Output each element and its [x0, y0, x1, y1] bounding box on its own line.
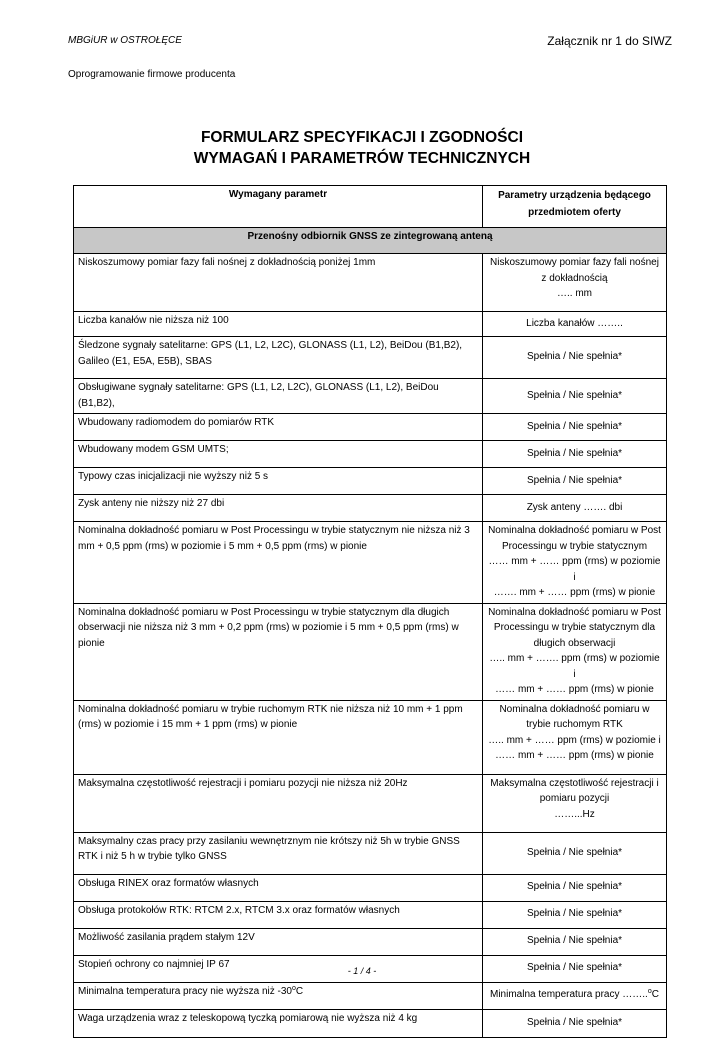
table-row	[74, 874, 667, 901]
required-parameter-text: Nominalna dokładność pomiaru w Post Processingu w trybie statycznym dla długich obserwacji nie niższa niż 3 mm + 0,2 ppm (rms) w poziomie i 5 mm + 0,5 ppm (rms) w pionie	[78, 606, 459, 649]
required-parameter-text: Śledzone sygnały satelitarne: GPS (L1, L2, L2C), GLONASS (L1, L2), BeiDou (B1,B2), Galileo (E1, E5A, E5B), SBAS	[78, 340, 463, 367]
column-header-required: Wymagany parametr	[74, 186, 483, 228]
subheader: Oprogramowanie firmowe producenta	[68, 69, 236, 80]
required-parameter-text: Waga urządzenia wraz z teleskopową tyczką pomiarową nie wyższa niż 4 kg	[78, 1012, 418, 1024]
offered-parameter-line: ……...Hz	[554, 808, 595, 820]
table-row	[74, 522, 667, 604]
required-parameter-cell	[74, 254, 483, 312]
table-header-row	[74, 186, 667, 228]
offered-parameter-line: Spełnia / Nie spełnia*	[526, 1016, 623, 1028]
section-title: Przenośny odbiornik GNSS ze zintegrowaną anteną	[74, 228, 667, 254]
offered-parameter-line: Minimalna temperatura pracy ……..$^o$C	[490, 988, 659, 1001]
section-row	[74, 228, 667, 254]
required-parameter-text: Zysk anteny nie niższy niż 27 dbi	[78, 498, 225, 509]
required-parameter-cell	[74, 774, 483, 832]
required-parameter-cell	[74, 901, 483, 928]
document-title	[0, 127, 724, 169]
required-parameter-text: Liczba kanałów nie niższa niż 100	[78, 315, 229, 326]
offered-parameter-line: ……. mm + …… ppm (rms) w pionie	[493, 587, 656, 598]
title-line-2: WYMAGAŃ I PARAMETRÓW TECHNICZNYCH	[193, 150, 531, 167]
offered-parameter-line: ….. mm + ……. ppm (rms) w poziomie i	[489, 653, 660, 680]
required-parameter-cell	[74, 982, 483, 1009]
offered-parameter-cell	[483, 495, 667, 522]
offered-parameter-line: Spełnia / Nie spełnia*	[526, 935, 623, 947]
column-header-offered: Parametry urządzenia będącego przedmiotem oferty	[483, 186, 667, 228]
required-parameter-cell	[74, 603, 483, 700]
offered-parameter-cell	[483, 982, 667, 1009]
offered-parameter-line: Niskoszumowy pomiar fazy fali nośnej z dokładnością	[490, 257, 659, 284]
table-row	[74, 337, 667, 379]
table-row	[74, 495, 667, 522]
title-line-1: FORMULARZ SPECYFIKACJI I ZGODNOŚCI	[200, 129, 524, 146]
offered-parameter-cell	[483, 832, 667, 874]
offered-parameter-cell	[483, 254, 667, 312]
required-parameter-cell	[74, 832, 483, 874]
offered-parameter-line: Maksymalna częstotliwość rejestracji i pomiaru pozycji	[490, 777, 659, 804]
offered-parameter-line: Spełnia / Nie spełnia*	[526, 846, 623, 858]
offered-parameter-line: Nominalna dokładność pomiaru w trybie ruchomym RTK	[499, 703, 650, 730]
required-parameter-cell	[74, 928, 483, 955]
required-parameter-cell	[74, 522, 483, 604]
table-row	[74, 700, 667, 774]
required-parameter-text: Możliwość zasilania prądem stałym 12V	[78, 931, 255, 943]
offered-parameter-cell	[483, 774, 667, 832]
table-row	[74, 901, 667, 928]
offered-parameter-line: Spełnia / Nie spełnia*	[526, 447, 623, 459]
required-parameter-text: Obsługa RINEX oraz formatów własnych	[78, 877, 259, 889]
table-row	[74, 774, 667, 832]
required-parameter-text: Nominalna dokładność pomiaru w trybie ruchomym RTK nie niższa niż 10 mm + 1 ppm (rms) w poziomie i 15 mm + 1 ppm (rms) w pionie	[78, 703, 463, 730]
table-row	[74, 254, 667, 312]
offered-parameter-line: Spełnia / Nie spełnia*	[526, 474, 623, 486]
required-parameter-text: Stopień ochrony co najmniej IP 67	[78, 958, 230, 970]
required-parameter-text: Maksymalny czas pracy przy zasilaniu wewnętrznym nie krótszy niż 5h w trybie GNSS RTK i niż 5 h w trybie tylko GNSS	[78, 835, 460, 862]
table-row	[74, 468, 667, 495]
table-row	[74, 441, 667, 468]
required-parameter-text: Maksymalna częstotliwość rejestracji i pomiaru pozycji nie niższa niż 20Hz	[78, 777, 408, 789]
unit-suffix: C	[295, 985, 304, 997]
offered-parameter-line: …… mm + …… ppm (rms) w pionie	[495, 750, 654, 761]
offered-parameter-line: Spełnia / Nie spełnia*	[526, 351, 623, 363]
offered-parameter-line: Liczba kanałów ……..	[526, 317, 623, 329]
table-row	[74, 414, 667, 441]
offered-parameter-cell	[483, 441, 667, 468]
required-parameter-cell	[74, 379, 483, 414]
offered-parameter-line: ….. mm	[557, 288, 592, 299]
table-row	[74, 379, 667, 414]
offered-parameter-cell	[483, 312, 667, 337]
specification-table	[73, 185, 667, 1038]
offered-parameter-cell	[483, 603, 667, 700]
required-parameter-cell	[74, 1009, 483, 1037]
header-attachment-label: Załącznik nr 1 do SIWZ	[547, 34, 672, 48]
offered-parameter-cell	[483, 468, 667, 495]
offered-parameter-line: Spełnia / Nie spełnia*	[526, 881, 623, 893]
offered-parameter-cell	[483, 1009, 667, 1037]
offered-parameter-line: …… mm + …… ppm (rms) w poziomie i	[488, 556, 661, 583]
required-parameter-text: Nominalna dokładność pomiaru w Post Processingu w trybie statycznym nie niższa niż 3 mm + 0,5 ppm (rms) w poziomie i 5 mm + 0,5 ppm (rms) w pionie	[78, 525, 470, 552]
offered-parameter-line: Nominalna dokładność pomiaru w Post Processingu w trybie statycznym dla długich obserwacji	[488, 606, 661, 649]
offered-parameter-cell	[483, 522, 667, 604]
offered-parameter-line: Nominalna dokładność pomiaru w Post Processingu w trybie statycznym	[488, 525, 661, 552]
required-parameter-text: Typowy czas inicjalizacji nie wyższy niż 5 s	[78, 471, 269, 482]
required-parameter-text: Obsługa protokołów RTK: RTCM 2.x, RTCM 3.x oraz formatów własnych	[78, 904, 400, 916]
required-parameter-cell	[74, 441, 483, 468]
offered-parameter-line: …… mm + …… ppm (rms) w pionie	[495, 684, 654, 695]
table-row	[74, 603, 667, 700]
table-row	[74, 928, 667, 955]
table-row	[74, 832, 667, 874]
required-parameter-cell	[74, 468, 483, 495]
offered-parameter-line: Spełnia / Nie spełnia*	[526, 389, 623, 401]
page-number: - 1 / 4 -	[347, 966, 377, 976]
offered-parameter-line: ….. mm + …… ppm (rms) w poziomie i	[488, 734, 661, 746]
required-parameter-cell	[74, 312, 483, 337]
offered-parameter-cell	[483, 901, 667, 928]
offered-parameter-cell	[483, 874, 667, 901]
required-parameter-cell	[74, 700, 483, 774]
required-parameter-text: Minimalna temperatura pracy nie wyższa niż -30	[78, 985, 292, 997]
table-row	[74, 312, 667, 337]
offered-parameter-cell	[483, 700, 667, 774]
offered-parameter-cell	[483, 379, 667, 414]
unit-suffix: C	[651, 989, 659, 1001]
offered-parameter-cell	[483, 928, 667, 955]
offered-parameter-line: Spełnia / Nie spełnia*	[526, 908, 623, 920]
degree-superscript: o	[647, 988, 652, 996]
offered-parameter-line: Spełnia / Nie spełnia*	[526, 420, 623, 432]
required-parameter-cell	[74, 874, 483, 901]
required-parameter-text: Wbudowany modem GSM UMTS;	[78, 444, 229, 455]
offered-parameter-line: Zysk anteny ……. dbi	[526, 501, 623, 513]
header-institution: MBGiUR w OSTROŁĘCE	[68, 35, 182, 46]
required-parameter-cell	[74, 495, 483, 522]
offered-parameter-cell	[483, 337, 667, 379]
required-parameter-text: Obsługiwane sygnały satelitarne: GPS (L1, L2, L2C), GLONASS (L1, L2), BeiDou (B1,B2),	[78, 382, 439, 409]
table-row	[74, 982, 667, 1009]
offered-parameter-line: Spełnia / Nie spełnia*	[526, 962, 623, 974]
required-parameter-cell	[74, 337, 483, 379]
table-row	[74, 1009, 667, 1037]
required-parameter-text: Wbudowany radiomodem do pomiarów RTK	[78, 417, 275, 428]
degree-superscript: o	[291, 984, 296, 992]
required-parameter-text: Niskoszumowy pomiar fazy fali nośnej z dokładnością poniżej 1mm	[78, 257, 376, 268]
offered-parameter-cell	[483, 414, 667, 441]
required-parameter-cell	[74, 414, 483, 441]
